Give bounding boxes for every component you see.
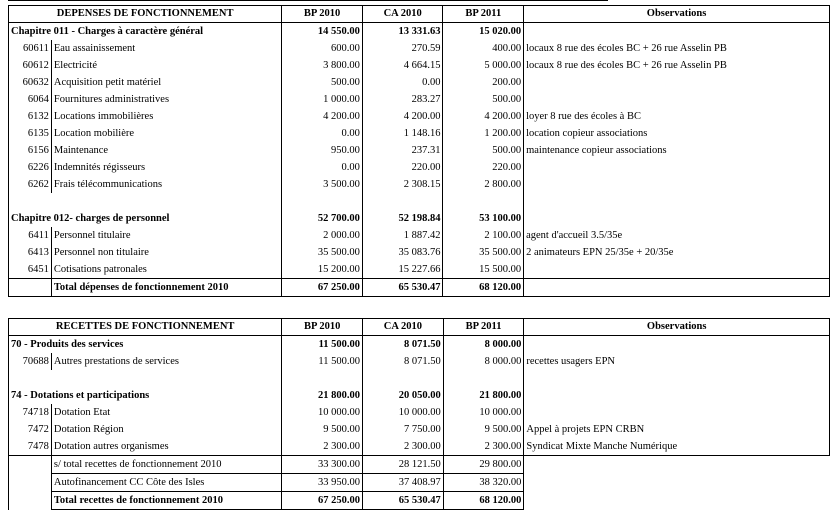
- observation: Syndicat Mixte Manche Numérique: [524, 438, 830, 456]
- recettes-table: [8, 318, 830, 510]
- depenses-header-ca2010: CA 2010: [362, 6, 443, 23]
- account-code: 6135: [9, 125, 52, 142]
- table-row: [9, 159, 830, 176]
- value-bp2011: 15 500.00: [443, 261, 524, 279]
- total-ca2010: 65 530.47: [362, 279, 443, 297]
- account-label: Dotation autres organismes: [51, 438, 281, 456]
- cut-off-text-line: [8, 0, 608, 1]
- account-code: 6411: [9, 227, 52, 244]
- depenses-header-row: [9, 6, 830, 23]
- total-label: Total dépenses de fonctionnement 2010: [51, 279, 281, 297]
- account-code: 6132: [9, 108, 52, 125]
- account-code: 7478: [9, 438, 52, 456]
- value-bp2011: 8 000.00: [443, 353, 524, 370]
- chapter-bp2010: 52 700.00: [282, 210, 363, 227]
- value-bp2011: 400.00: [443, 40, 524, 57]
- value-ca2010: 4 200.00: [362, 108, 443, 125]
- value-bp2010: 0.00: [282, 125, 363, 142]
- account-label: Electricité: [51, 57, 281, 74]
- value-bp2010: 10 000.00: [282, 404, 363, 421]
- subtotal-bp2011: 29 800.00: [443, 456, 524, 474]
- value-ca2010: 0.00: [362, 74, 443, 91]
- spacer-cell: [9, 193, 52, 210]
- chapter-ca2010: 20 050.00: [363, 387, 444, 404]
- spacer-cell: [51, 370, 281, 387]
- table-row: [9, 74, 830, 91]
- subtotal-blank: [9, 474, 52, 492]
- table-row: [9, 57, 830, 74]
- recettes-header-observations: Observations: [524, 319, 830, 336]
- value-bp2010: 4 200.00: [282, 108, 363, 125]
- value-bp2011: 2 300.00: [443, 438, 524, 456]
- value-bp2011: 10 000.00: [443, 404, 524, 421]
- value-bp2011: 220.00: [443, 159, 524, 176]
- table-row: [9, 40, 830, 57]
- total-row: [9, 492, 830, 510]
- subtotal-ca2010: 65 530.47: [363, 492, 444, 510]
- table-row: [9, 261, 830, 279]
- value-bp2010: 3 500.00: [282, 176, 363, 193]
- subtotal-bp2011: 38 320.00: [443, 474, 524, 492]
- chapter-observation: [524, 336, 830, 354]
- depenses-header-observations: Observations: [524, 6, 830, 23]
- value-bp2010: 35 500.00: [282, 244, 363, 261]
- value-bp2010: 2 000.00: [282, 227, 363, 244]
- observation: [524, 159, 830, 176]
- chapter-observation: [524, 387, 830, 404]
- account-code: 6413: [9, 244, 52, 261]
- value-bp2011: 35 500.00: [443, 244, 524, 261]
- observation: locaux 8 rue des écoles BC + 26 rue Asselin PB: [524, 57, 830, 74]
- spacer-cell: [524, 193, 830, 210]
- subtotal-bp2011: 68 120.00: [443, 492, 524, 510]
- account-label: Personnel non titulaire: [51, 244, 281, 261]
- value-ca2010: 1 148.16: [362, 125, 443, 142]
- chapter-row: [9, 387, 830, 404]
- table-row: [9, 227, 830, 244]
- value-bp2011: 500.00: [443, 91, 524, 108]
- observation: agent d'accueil 3.5/35e: [524, 227, 830, 244]
- value-bp2010: 3 800.00: [282, 57, 363, 74]
- value-bp2011: 1 200.00: [443, 125, 524, 142]
- value-bp2010: 9 500.00: [282, 421, 363, 438]
- chapter-bp2010: 14 550.00: [282, 23, 363, 41]
- value-ca2010: 2 308.15: [362, 176, 443, 193]
- account-label: Location mobilière: [51, 125, 281, 142]
- observation: maintenance copieur associations: [524, 142, 830, 159]
- table-row: [9, 244, 830, 261]
- depenses-header-bp2010: BP 2010: [282, 6, 363, 23]
- spacer-cell: [363, 370, 444, 387]
- subtotal-label: s/ total recettes de fonctionnement 2010: [51, 456, 281, 474]
- value-bp2011: 2 100.00: [443, 227, 524, 244]
- table-row: [9, 353, 830, 370]
- spacer-cell: [524, 370, 830, 387]
- value-ca2010: 1 887.42: [362, 227, 443, 244]
- subtotal-observation: [524, 456, 830, 474]
- value-ca2010: 237.31: [362, 142, 443, 159]
- account-label: Dotation Etat: [51, 404, 281, 421]
- chapter-title: 70 - Produits des services: [9, 336, 282, 354]
- chapter-bp2011: 53 100.00: [443, 210, 524, 227]
- subtotal-bp2010: 33 300.00: [282, 456, 363, 474]
- recettes-header-bp2011: BP 2011: [443, 319, 524, 336]
- account-code: 70688: [9, 353, 52, 370]
- value-bp2011: 5 000.00: [443, 57, 524, 74]
- account-label: Indemnités régisseurs: [51, 159, 281, 176]
- table-row: [9, 142, 830, 159]
- observation: [524, 404, 830, 421]
- spacer-cell: [443, 193, 524, 210]
- spacer-cell: [282, 370, 363, 387]
- chapter-ca2010: 13 331.63: [362, 23, 443, 41]
- subtotal-label: Autofinancement CC Côte des Isles: [51, 474, 281, 492]
- account-label: Cotisations patronales: [51, 261, 281, 279]
- account-code: 60632: [9, 74, 52, 91]
- value-ca2010: 270.59: [362, 40, 443, 57]
- value-bp2010: 950.00: [282, 142, 363, 159]
- subtotal-bp2010: 67 250.00: [282, 492, 363, 510]
- account-label: Dotation Région: [51, 421, 281, 438]
- value-bp2011: 500.00: [443, 142, 524, 159]
- total-row: [9, 279, 830, 297]
- account-code: 74718: [9, 404, 52, 421]
- spacer-cell: [362, 193, 443, 210]
- table-row: [9, 404, 830, 421]
- value-ca2010: 2 300.00: [363, 438, 444, 456]
- recettes-body: [9, 336, 830, 510]
- chapter-bp2010: 21 800.00: [282, 387, 363, 404]
- value-ca2010: 7 750.00: [363, 421, 444, 438]
- value-bp2010: 2 300.00: [282, 438, 363, 456]
- recettes-header-bp2010: BP 2010: [282, 319, 363, 336]
- account-code: 6226: [9, 159, 52, 176]
- spacer-row: [9, 370, 830, 387]
- chapter-title: Chapitre 012- charges de personnel: [9, 210, 282, 227]
- observation: [524, 261, 830, 279]
- account-label: Personnel titulaire: [51, 227, 281, 244]
- observation: 2 animateurs EPN 25/35e + 20/35e: [524, 244, 830, 261]
- table-row: [9, 421, 830, 438]
- subtotal-ca2010: 37 408.97: [363, 474, 444, 492]
- chapter-observation: [524, 210, 830, 227]
- value-bp2011: 2 800.00: [443, 176, 524, 193]
- value-ca2010: 10 000.00: [363, 404, 444, 421]
- subtotal-blank: [9, 456, 52, 474]
- value-bp2010: 15 200.00: [282, 261, 363, 279]
- subtotal-row: [9, 456, 830, 474]
- value-bp2010: 0.00: [282, 159, 363, 176]
- value-ca2010: 8 071.50: [363, 353, 444, 370]
- value-bp2010: 11 500.00: [282, 353, 363, 370]
- observation: location copieur associations: [524, 125, 830, 142]
- observation: [524, 91, 830, 108]
- table-row: [9, 438, 830, 456]
- value-bp2010: 600.00: [282, 40, 363, 57]
- value-bp2010: 500.00: [282, 74, 363, 91]
- observation: Appel à projets EPN CRBN: [524, 421, 830, 438]
- chapter-row: [9, 23, 830, 41]
- value-bp2011: 200.00: [443, 74, 524, 91]
- total-observation: [524, 279, 830, 297]
- value-bp2011: 4 200.00: [443, 108, 524, 125]
- observation: [524, 74, 830, 91]
- observation: [524, 176, 830, 193]
- chapter-bp2011: 21 800.00: [443, 387, 524, 404]
- recettes-header-row: [9, 319, 830, 336]
- recettes-header-title: RECETTES DE FONCTIONNEMENT: [9, 319, 282, 336]
- account-code: 6156: [9, 142, 52, 159]
- chapter-row: [9, 336, 830, 354]
- depenses-header-bp2011: BP 2011: [443, 6, 524, 23]
- value-ca2010: 220.00: [362, 159, 443, 176]
- chapter-title: 74 - Dotations et participations: [9, 387, 282, 404]
- spacer-cell: [9, 370, 52, 387]
- account-label: Eau assainissement: [51, 40, 281, 57]
- value-ca2010: 283.27: [362, 91, 443, 108]
- table-row: [9, 108, 830, 125]
- account-label: Autres prestations de services: [51, 353, 281, 370]
- depenses-header-title: DEPENSES DE FONCTIONNEMENT: [9, 6, 282, 23]
- account-code: 6064: [9, 91, 52, 108]
- chapter-row: [9, 210, 830, 227]
- chapter-ca2010: 52 198.84: [362, 210, 443, 227]
- subtotal-label: Total recettes de fonctionnement 2010: [51, 492, 281, 510]
- account-label: Fournitures administratives: [51, 91, 281, 108]
- account-code: 7472: [9, 421, 52, 438]
- value-ca2010: 4 664.15: [362, 57, 443, 74]
- chapter-title: Chapitre 011 - Charges à caractère général: [9, 23, 282, 41]
- account-code: 6262: [9, 176, 52, 193]
- chapter-bp2010: 11 500.00: [282, 336, 363, 354]
- total-bp2011: 68 120.00: [443, 279, 524, 297]
- spacer-cell: [282, 193, 363, 210]
- account-label: Acquisition petit matériel: [51, 74, 281, 91]
- chapter-observation: [524, 23, 830, 41]
- total-bp2010: 67 250.00: [282, 279, 363, 297]
- account-code: 60611: [9, 40, 52, 57]
- total-code-cell: [9, 279, 52, 297]
- subtotal-bp2010: 33 950.00: [282, 474, 363, 492]
- subtotal-row: [9, 474, 830, 492]
- table-row: [9, 125, 830, 142]
- subtotal-observation: [524, 492, 830, 510]
- subtotal-ca2010: 28 121.50: [363, 456, 444, 474]
- value-ca2010: 15 227.66: [362, 261, 443, 279]
- depenses-body: [9, 23, 830, 297]
- spacer-row: [9, 193, 830, 210]
- value-bp2010: 1 000.00: [282, 91, 363, 108]
- account-label: Frais télécommunications: [51, 176, 281, 193]
- subtotal-blank: [9, 492, 52, 510]
- table-row: [9, 176, 830, 193]
- table-row: [9, 91, 830, 108]
- account-code: 6451: [9, 261, 52, 279]
- value-ca2010: 35 083.76: [362, 244, 443, 261]
- observation: locaux 8 rue des écoles BC + 26 rue Asselin PB: [524, 40, 830, 57]
- account-label: Locations immobilières: [51, 108, 281, 125]
- chapter-bp2011: 8 000.00: [443, 336, 524, 354]
- recettes-header-ca2010: CA 2010: [363, 319, 444, 336]
- value-bp2011: 9 500.00: [443, 421, 524, 438]
- spacer-cell: [443, 370, 524, 387]
- spacer-cell: [51, 193, 281, 210]
- depenses-table: [8, 5, 830, 297]
- account-code: 60612: [9, 57, 52, 74]
- chapter-ca2010: 8 071.50: [363, 336, 444, 354]
- subtotal-observation: [524, 474, 830, 492]
- observation: loyer 8 rue des écoles à BC: [524, 108, 830, 125]
- chapter-bp2011: 15 020.00: [443, 23, 524, 41]
- observation: recettes usagers EPN: [524, 353, 830, 370]
- account-label: Maintenance: [51, 142, 281, 159]
